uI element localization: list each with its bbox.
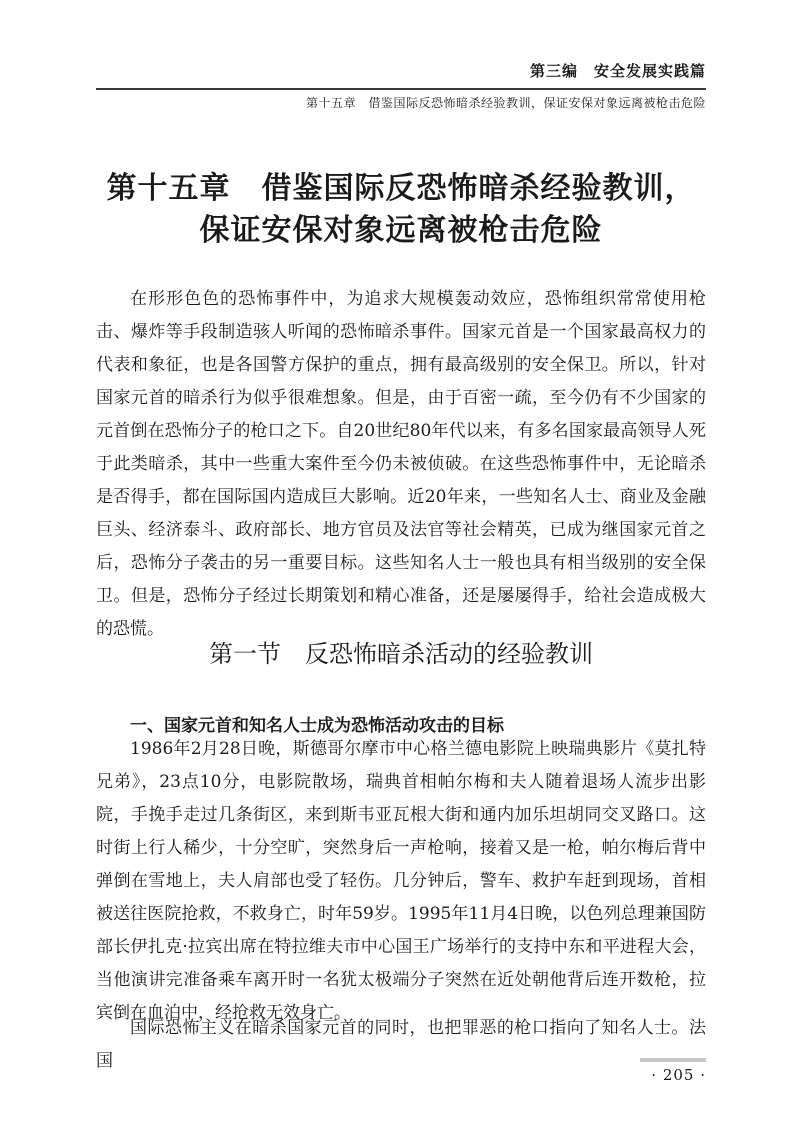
- subsection-title: 一、国家元首和知名人士成为恐怖活动攻击的目标: [130, 716, 504, 736]
- part-title: 第三编 安全发展实践篇: [96, 60, 706, 90]
- body-paragraph: 1986年2月28日晚，斯德哥尔摩市中心格兰德电影院上映瑞典影片《莫扎特兄弟》，23点10分，电影院散场，瑞典首相帕尔梅和夫人随着退场人流步出影院，手挽手走过几条街区，来到斯韦亚瓦根大街和通内加乐坦胡同交叉路口。这时街上行人稀少，十分空旷，突然身后一声枪响，接着又是一枪，帕尔梅后背中弹倒在雪地上，夫人肩部也受了轻伤。几分钟后，警车、救护车赶到现场，首相被送往医院抢救，不救身亡，时年59岁。1995年11月4日晚，以色列总理兼国防部长伊扎克·拉宾出席在特拉维夫市中心国王广场举行的支持中东和平进程大会，当他演讲完准备乘车离开时一名犹太极端分子突然在近处朝他背后连开数枪，拉宾倒在血泊中，经抢救无效身亡。: [96, 739, 706, 1023]
- chapter-title-line-2: 保证安保对象远离被枪击危险: [199, 213, 603, 248]
- body-paragraph: 国际恐怖主义在暗杀国家元首的同时，也把罪恶的枪口指向了知名人士。法国: [96, 1018, 706, 1071]
- footer-rule: [640, 1058, 706, 1062]
- page-number: · 205 ·: [651, 1066, 706, 1084]
- chapter-title: [96, 168, 706, 252]
- section-title: 第一节 反恐怖暗杀活动的经验教训: [209, 640, 593, 668]
- chapter-title-line-1: 第十五章 借鉴国际反恐怖暗杀经验教训，: [106, 171, 696, 206]
- chapter-running-title: 第十五章 借鉴国际反恐怖暗杀经验教训，保证安保对象远离被枪击危险: [305, 96, 706, 110]
- running-header: [96, 60, 706, 112]
- intro-paragraph: 在形形色色的恐怖事件中，为追求大规模轰动效应，恐怖组织常常使用枪击、爆炸等手段制造骇人听闻的恐怖暗杀事件。国家元首是一个国家最高权力的代表和象征，也是各国警方保护的重点，拥有最高级别的安全保卫。所以，针对国家元首的暗杀行为似乎很难想象。但是，由于百密一疏，至今仍有不少国家的元首倒在恐怖分子的枪口之下。自20世纪80年代以来，有多名国家最高领导人死于此类暗杀，其中一些重大案件至今仍未被侦破。在这些恐怖事件中，无论暗杀是否得手，都在国际国内造成巨大影响。近20年来，一些知名人士、商业及金融巨头、经济泰斗、政府部长、地方官员及法官等社会精英，已成为继国家元首之后，恐怖分子袭击的另一重要目标。这些知名人士一般也具有相当级别的安全保卫。但是，恐怖分子经过长期策划和精心准备，还是屡屡得手，给社会造成极大的恐慌。: [96, 289, 706, 639]
